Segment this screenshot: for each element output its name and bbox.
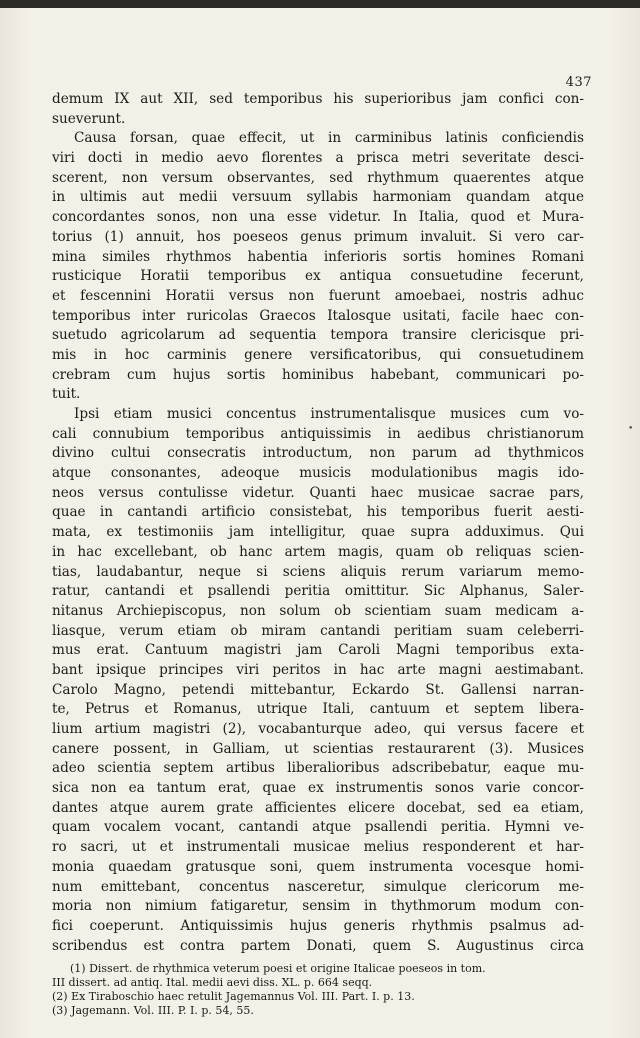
body-text <box>52 90 584 1018</box>
text-line: mis in hoc carminis genere versificatoribus, qui consuetudinem <box>52 346 584 363</box>
text-line: concordantes sonos, non una esse videtur. In Italia, quod et Mura- <box>52 209 584 226</box>
footnote: (1) Dissert. de rhythmica veterum poesi et origine Italicae poeseos in tom. <box>70 962 486 976</box>
text-line: in hac excellebant, ob hanc artem magis, quam ob reliquas scien- <box>52 543 584 560</box>
text-line: torius (1) annuit, hos poeseos genus primum invaluit. Si vero car- <box>52 228 584 245</box>
margin-mark: • <box>628 424 634 434</box>
text-line: fici coeperunt. Antiquissimis hujus generis rhythmis psalmus ad- <box>52 917 584 934</box>
footnote: III dissert. ad antiq. Ital. medii aevi diss. XL. p. 664 seqq. <box>52 976 373 990</box>
text-line: demum IX aut XII, sed temporibus his superioribus jam confici con- <box>52 91 584 107</box>
text-line: tias, laudabantur, neque si sciens aliquis rerum variarum memo- <box>52 563 584 580</box>
text-line: liasque, verum etiam ob miram cantandi peritiam suam celeberri- <box>52 622 584 639</box>
text-line: dantes atque aurem grate afficientes elicere docebat, sed ea etiam, <box>52 799 584 816</box>
text-line: nitanus Archiepiscopus, non solum ob scientiam suam medicam a- <box>52 602 584 619</box>
text-line: scerent, non versum observantes, sed rhythmum quaerentes atque <box>52 169 584 186</box>
text-line: divino cultui consecratis introductum, non parum ad thythmicos <box>52 445 584 462</box>
text-line: mata, ex testimoniis jam intelligitur, quae supra adduximus. Qui <box>52 524 584 541</box>
text-line: Ipsi etiam musici concentus instrumentalisque musices cum vo- <box>74 406 584 422</box>
text-line: rusticique Horatii temporibus ex antiqua consuetudine fecerunt, <box>52 268 584 285</box>
text-line: quae in cantandi artificio consistebat, his temporibus fuerit aesti- <box>52 504 584 521</box>
scan-edge <box>0 0 640 8</box>
text-line: te, Petrus et Romanus, utrique Itali, cantuum et septem libera- <box>52 701 584 718</box>
text-line: mina similes rhythmos habentia inferioris sortis homines Romani <box>52 248 584 265</box>
text-line: sica non ea tantum erat, quae ex instrumentis sonos varie concor- <box>52 780 584 797</box>
text-line: mus erat. Cantuum magistri jam Caroli Magni temporibus exta- <box>52 642 584 659</box>
text-line: adeo scientia septem artibus liberalioribus adscribebatur, eaque mu- <box>52 760 584 777</box>
text-line: in ultimis aut medii versuum syllabis harmoniam quandam atque <box>52 189 584 206</box>
text-line: tuit. <box>52 386 81 403</box>
text-line: scribendus est contra partem Donati, quem S. Augustinus circa <box>52 937 584 954</box>
text-line: sueverunt. <box>52 110 126 127</box>
text-line: suetudo agricolarum ad sequentia tempora transire clericisque pri- <box>52 327 584 344</box>
footnote: (3) Jagemann. Vol. III. P. I. p. 54, 55. <box>52 1004 254 1018</box>
text-line: monia quaedam gratusque soni, quem instrumenta vocesque homi- <box>52 858 584 875</box>
text-line: num emittebant, concentus nasceretur, simulque clericorum me- <box>52 878 584 895</box>
text-line: cali connubium temporibus antiquissimis in aedibus christianorum <box>52 425 584 442</box>
text-line: temporibus inter ruricolas Graecos Italosque usitati, facile haec con- <box>52 307 584 324</box>
text-line: ro sacri, ut et instrumentali musicae melius responderent et har- <box>52 839 584 856</box>
text-line: lium artium magistri (2), vocabanturque adeo, qui versus facere et <box>52 721 584 737</box>
body-lines <box>52 90 584 956</box>
text-line: bant ipsique principes viri peritos in hac arte magni aestimabant. <box>52 661 584 678</box>
text-line: Causa forsan, quae effecit, ut in carminibus latinis conficiendis <box>74 130 584 147</box>
text-line: et fescennini Horatii versus non fuerunt amoebaei, nostris adhuc <box>52 287 584 304</box>
footnotes <box>52 962 584 1018</box>
text-line: crebram cum hujus sortis hominibus habebant, communicari po- <box>52 366 584 383</box>
text-line: Carolo Magno, petendi mittebantur, Eckardo St. Gallensi narran- <box>52 681 584 698</box>
text-line: neos versus contulisse videtur. Quanti haec musicae sacrae pars, <box>52 484 584 501</box>
text-line: ratur, cantandi et psallendi peritia omittitur. Sic Alphanus, Saler- <box>52 583 584 600</box>
text-line: canere possent, in Galliam, ut scientias restaurarent (3). Musices <box>52 740 584 757</box>
text-line: quam vocalem vocant, cantandi atque psallendi peritia. Hymni ve- <box>52 819 584 836</box>
text-line: atque consonantes, adeoque musicis modulationibus magis ido- <box>52 465 584 482</box>
text-line: moria non nimium fatigaretur, sensim in thythmorum modum con- <box>52 898 584 915</box>
footnote: (2) Ex Tiraboschio haec retulit Jagemannus Vol. III. Part. I. p. 13. <box>52 990 415 1004</box>
text-line: viri docti in medio aevo florentes a prisca metri severitate desci- <box>52 150 584 167</box>
page-number: 437 <box>565 75 592 90</box>
